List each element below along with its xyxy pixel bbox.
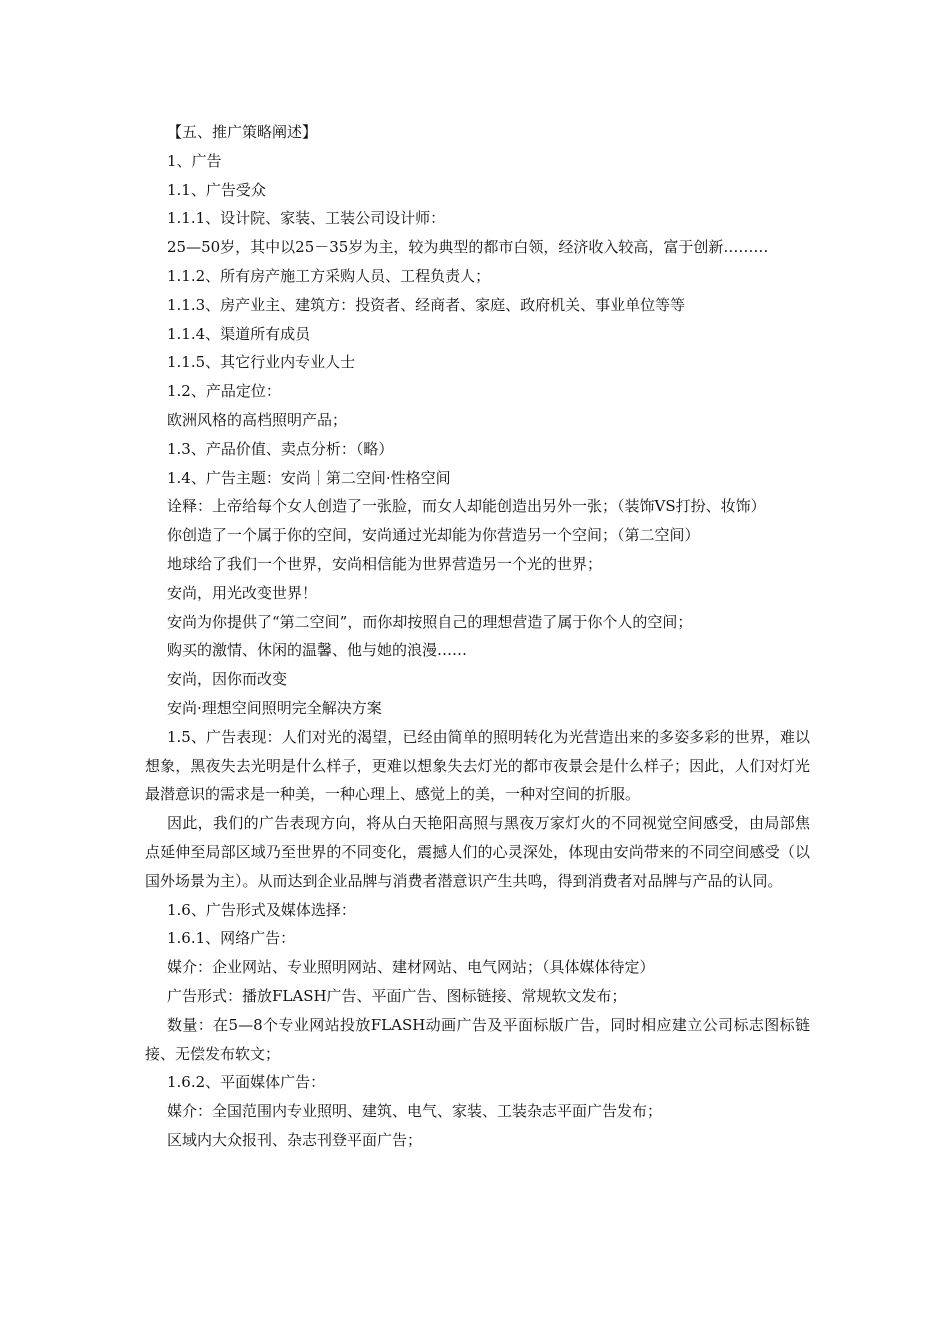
- text-line: 欧洲风格的高档照明产品；: [167, 410, 348, 429]
- paragraph: 诠释：上帝给每个女人创造了一张脸，而女人却能创造出另外一张；（装饰VS打扮、妆饰）: [167, 497, 766, 516]
- heading-positioning: 1.2、产品定位：: [167, 382, 281, 401]
- paragraph: 1.5、广告表现：人们对光的渴望，已经由简单的照明转化为光营造出来的多姿多彩的世界，难以想象，黑夜失去光明是什么样子，更难以想象失去灯光的都市夜景会是什么样子；因此，人们对灯光最潜意识的需求是一种美，一种心理上、感觉上的美，一种对空间的折服。: [145, 727, 810, 804]
- heading-theme: 1.4、广告主题：安尚｜第二空间·性格空间: [167, 468, 451, 487]
- text-line: 25—50岁，其中以25－35岁为主，较为典型的都市白领，经济收入较高，富于创新………: [167, 238, 769, 257]
- heading-print-ads: 1.6.2、平面媒体广告：: [167, 1073, 326, 1092]
- text-line: 广告形式：播放FLASH广告、平面广告、图标链接、常规软文发布；: [167, 986, 627, 1005]
- text-line: 媒介：全国范围内专业照明、建筑、电气、家装、工装杂志平面广告发布；: [167, 1102, 663, 1121]
- text-line: 你创造了一个属于你的空间，安尚通过光却能为你营造另一个空间；（第二空间）: [167, 526, 700, 545]
- text-line: 地球给了我们一个世界，安尚相信能为世界营造另一个光的世界；: [167, 554, 603, 573]
- text-line: 媒介：企业网站、专业照明网站、建材网站、电气网站；（具体媒体待定）: [167, 958, 655, 977]
- text-line: 1.1.2、所有房产施工方采购人员、工程负责人；: [167, 266, 491, 285]
- paragraph: 因此，我们的广告表现方向，将从白天艳阳高照与黑夜万家灯火的不同视觉空间感受，由局部焦点延伸至局部区域乃至世界的不同变化，震撼人们的心灵深处，体现由安尚带来的不同空间感受（以国外场景为主）。从而达到企业品牌与消费者潜意识产生共鸣，得到消费者对品牌与产品的认同。: [145, 814, 810, 890]
- text-line: 安尚·理想空间照明完全解决方案: [167, 698, 382, 717]
- text-line: 购买的激情、休闲的温馨、他与她的浪漫……: [167, 641, 468, 660]
- text-line: 安尚，因你而改变: [167, 670, 288, 689]
- text-line: 安尚，用光改变世界！: [167, 583, 318, 602]
- text-line: 区域内大众报刊、杂志刊登平面广告；: [167, 1130, 423, 1149]
- paragraph: 数量：在5—8个专业网站投放FLASH动画广告及平面标版广告，同时相应建立公司标志图标链接、无偿发布软文；: [145, 1015, 810, 1063]
- section-heading: 【五、推广策略阐述】: [167, 123, 318, 141]
- heading-audience: 1.1、广告受众: [167, 180, 266, 199]
- heading-media: 1.6、广告形式及媒体选择：: [167, 900, 356, 919]
- text-line: 1.1.3、房产业主、建筑方：投资者、经商者、家庭、政府机关、事业单位等等: [167, 295, 686, 314]
- text-line: 1.1.5、其它行业内专业人士: [167, 353, 356, 372]
- heading-advertising: 1、广告: [167, 151, 222, 170]
- document-page: [145, 118, 810, 1155]
- text-line: 1.3、产品价值、卖点分析：（略）: [167, 439, 394, 458]
- heading-online-ads: 1.6.1、网络广告：: [167, 929, 296, 948]
- text-line: 1.1.4、渠道所有成员: [167, 324, 311, 343]
- text-line: 1.1.1、设计院、家装、工装公司设计师：: [167, 209, 446, 228]
- text-line: 安尚为你提供了“第二空间”，而你却按照自己的理想营造了属于你个人的空间；: [167, 612, 693, 631]
